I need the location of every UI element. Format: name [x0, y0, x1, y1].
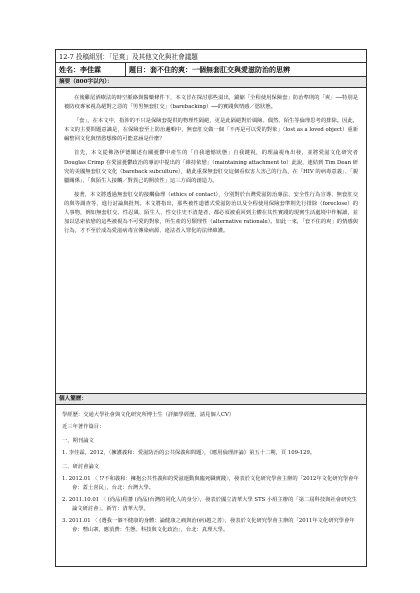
abstract-paragraph: 首先，本文從佛洛伊德闡述有關憂鬱中產生的「自我遺憾狀態」自我鍵祝，的理論視角出發，並將愛滋文化研究者 Douglas Crimp 在愛滋憂鬱政治的專訪中提出的「維持依戀」（maintaining attachment to）此說，連結到 Tim Dean 研究的美國無套肛交文化（bareback subculture），藉此重探無套肛交這個看似害人害己的行為，在「HIV 的病毒意義」、「親屬關係」、「與陌生人接觸／對異己的開放性」這三方面的創造力。 [64, 150, 358, 184]
abstract-body [55, 88, 367, 394]
bio-body [55, 405, 367, 567]
publication-item: 1. 李佳霖，2012，〈擁護義和：愛滋防治的公共保義和問題〉，《應用倫理評論》第五十二期，頁 109-129。 [62, 450, 316, 456]
publication-item: 1. 2012.01 〈 !?不和義和：擁抱公共性義和的愛滋運動與臨死職實踐〉，發表於文化研究學會主辦的「2012年文化研究學會年會：蓋土喜民」，台北：台灣大學。 [62, 476, 359, 491]
bio-label: 個人簡歷： [55, 394, 367, 405]
education-line: 學經歷：交通大學社會與文化研究所博士生（詳細學經歷，請見個人CV） [62, 412, 235, 418]
abstract-paragraph: 在後雞尾酒療法的時空脈絡與醫藥條件下，本文冒在探討那些溢出，錨縮「全程使用保險套」防治準則的「爽」──特別是被防疫專家視為絕對之惡的「男男無套肛交」（barebacking）──的實踐與情感／慾狀態。 [64, 95, 358, 111]
abstract-form [55, 49, 367, 567]
panel-title: 12-7 投稿組別：「足爽」及其他文化與社會議題 [55, 49, 367, 63]
abstract-paragraph: 接著，本文將透過無套肛交的接觸倫理（ethics of contact），分別對於台灣愛滋防治專法、安全性行為宣導、無套肛交的與等調查等，進行討論與批判。本文將指出，那些被性道德式愛滋防治以及全程使用保險套準則先行排除（foreclose）的人事物，例如無套肛交、性忍風、陌生人、性交往史不清楚者，都必須被重回到主體在其性實踐的現實生活處境中作解讀，並加以思索依戀的這些被視為不可愛的對象，所生產的另類理性（alternative rationale）。如此一來，「套不住的爽」的情感與行為，才不至於成為愛滋病毒宣傳染病源、違法者入罪化的法律維護。 [64, 191, 358, 235]
publication-item: 2. 2011.10.01 〈 (尚品)程蕃 (尚品)台灣的同化人的身分〉，發表於國立清華大學 STS 小組主辦的「第二屆科技與社會研究生論文研討會」，新竹：清華大學。 [62, 497, 357, 512]
abstract-label: 摘要（800字以內）： [55, 77, 367, 88]
author-title-row [55, 63, 367, 77]
paper-title: 題目：套不住的爽：一個無套肛交與愛滋防治的思辨 [129, 65, 290, 74]
publication-item: 3. 2011.01 〈 (選我一個不健康的身體：論健康之痛與治(病)越之善〉，發表於文化研究學會主辦的「2011年文化研究學會年會：嘿山寨，應消費：生態、科技與文化政治」，台北：真理大學。 [62, 518, 355, 533]
section-heading-conference: 二、研討會論文 [62, 464, 100, 470]
author-name: 姓名：李佳霖 [56, 63, 126, 76]
abstract-paragraph: 「套」，在本文中，指涉的不只是保險套提供的物理性隔絕，更是此隔絕對於風險、偶然、陌生等倫理思考的排除。因此，本文的主要問題意識是，在保險套至上防治邏輯中，無套肛交做一個「不再是可以愛的對象」（lost as a loved object）重新編整回文化與情慾想像的可能意涵是什麼？ [64, 118, 358, 143]
publications-heading: 近三年著作篇目： [62, 424, 105, 430]
section-heading-journal: 一、期刊論文 [62, 438, 94, 444]
